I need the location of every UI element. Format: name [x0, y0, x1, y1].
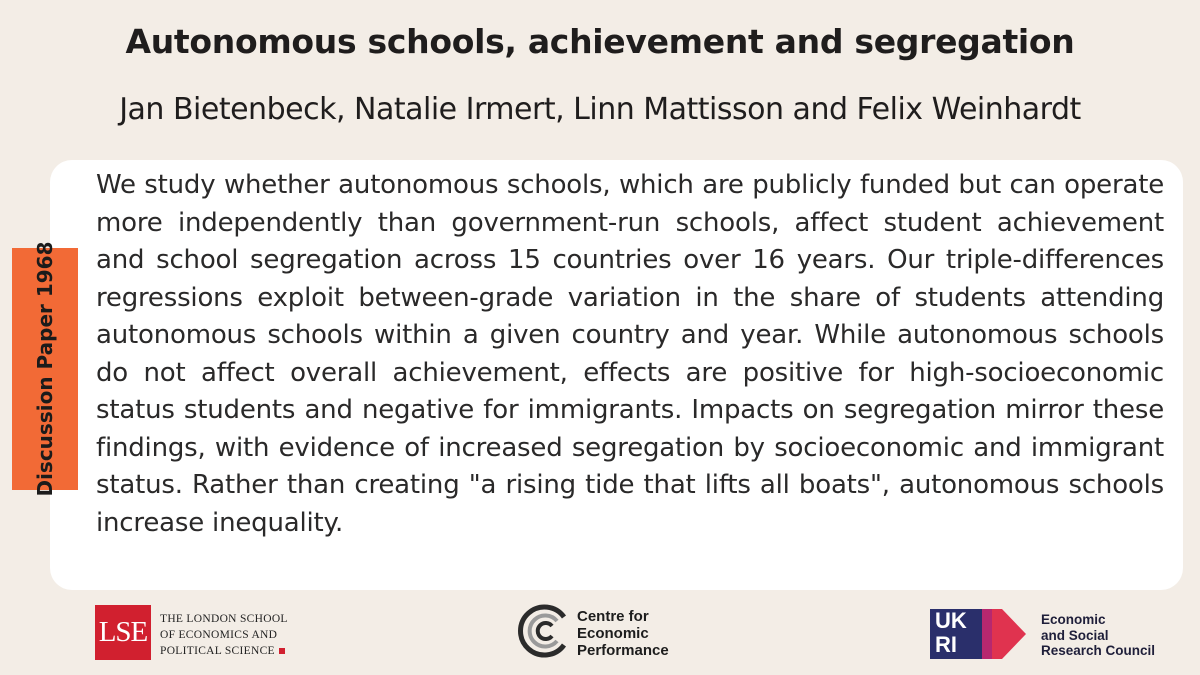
lse-line-1: THE LONDON SCHOOL: [160, 613, 288, 625]
cep-logo-text: [577, 608, 669, 659]
paper-authors: Jan Bietenbeck, Natalie Irmert, Linn Mattisson and Felix Weinhardt: [119, 92, 1081, 127]
cep-line-2: Economic: [577, 625, 649, 642]
lse-logo-mark: LSE: [95, 605, 151, 660]
lse-square-icon: [279, 648, 285, 654]
lse-line-3: POLITICAL SCIENCE: [160, 645, 275, 657]
paper-title: Autonomous schools, achievement and segregation: [125, 22, 1075, 61]
discussion-paper-label: Discussion Paper 1968: [33, 241, 57, 497]
ukri-letters: [931, 609, 983, 659]
esrc-line-2: and Social: [1041, 627, 1109, 643]
esrc-line-3: Research Council: [1041, 643, 1156, 658]
lse-logo-text: [160, 611, 288, 659]
ukri-letters-top: UK: [935, 608, 967, 633]
cep-line-3: Performance: [577, 642, 669, 659]
cep-line-1: Centre for: [577, 608, 649, 625]
esrc-logo-text: [1041, 612, 1155, 659]
esrc-line-1: Economic: [1041, 612, 1106, 627]
lse-line-2: OF ECONOMICS AND: [160, 629, 278, 641]
cep-logo-icon: [517, 603, 573, 659]
abstract-text: We study whether autonomous schools, which are publicly funded but can operate more independently than government-run schools, affect student achievement and school segregation across 15 countries over 16 years. Our triple-differences regressions exploit between-grade variation in the share of students attending autonomous schools within a given country and year. While autonomous schools do not affect overall achievement, effects are positive for high-socioeconomic status students and negative for immigrants. Impacts on segregation mirror these findings, with evidence of increased segregation by socioeconomic and immigrant status. Rather than creating "a rising tide that lifts all boats", autonomous schools increase inequality.: [96, 170, 1164, 538]
ukri-letters-bottom: RI: [935, 632, 957, 657]
